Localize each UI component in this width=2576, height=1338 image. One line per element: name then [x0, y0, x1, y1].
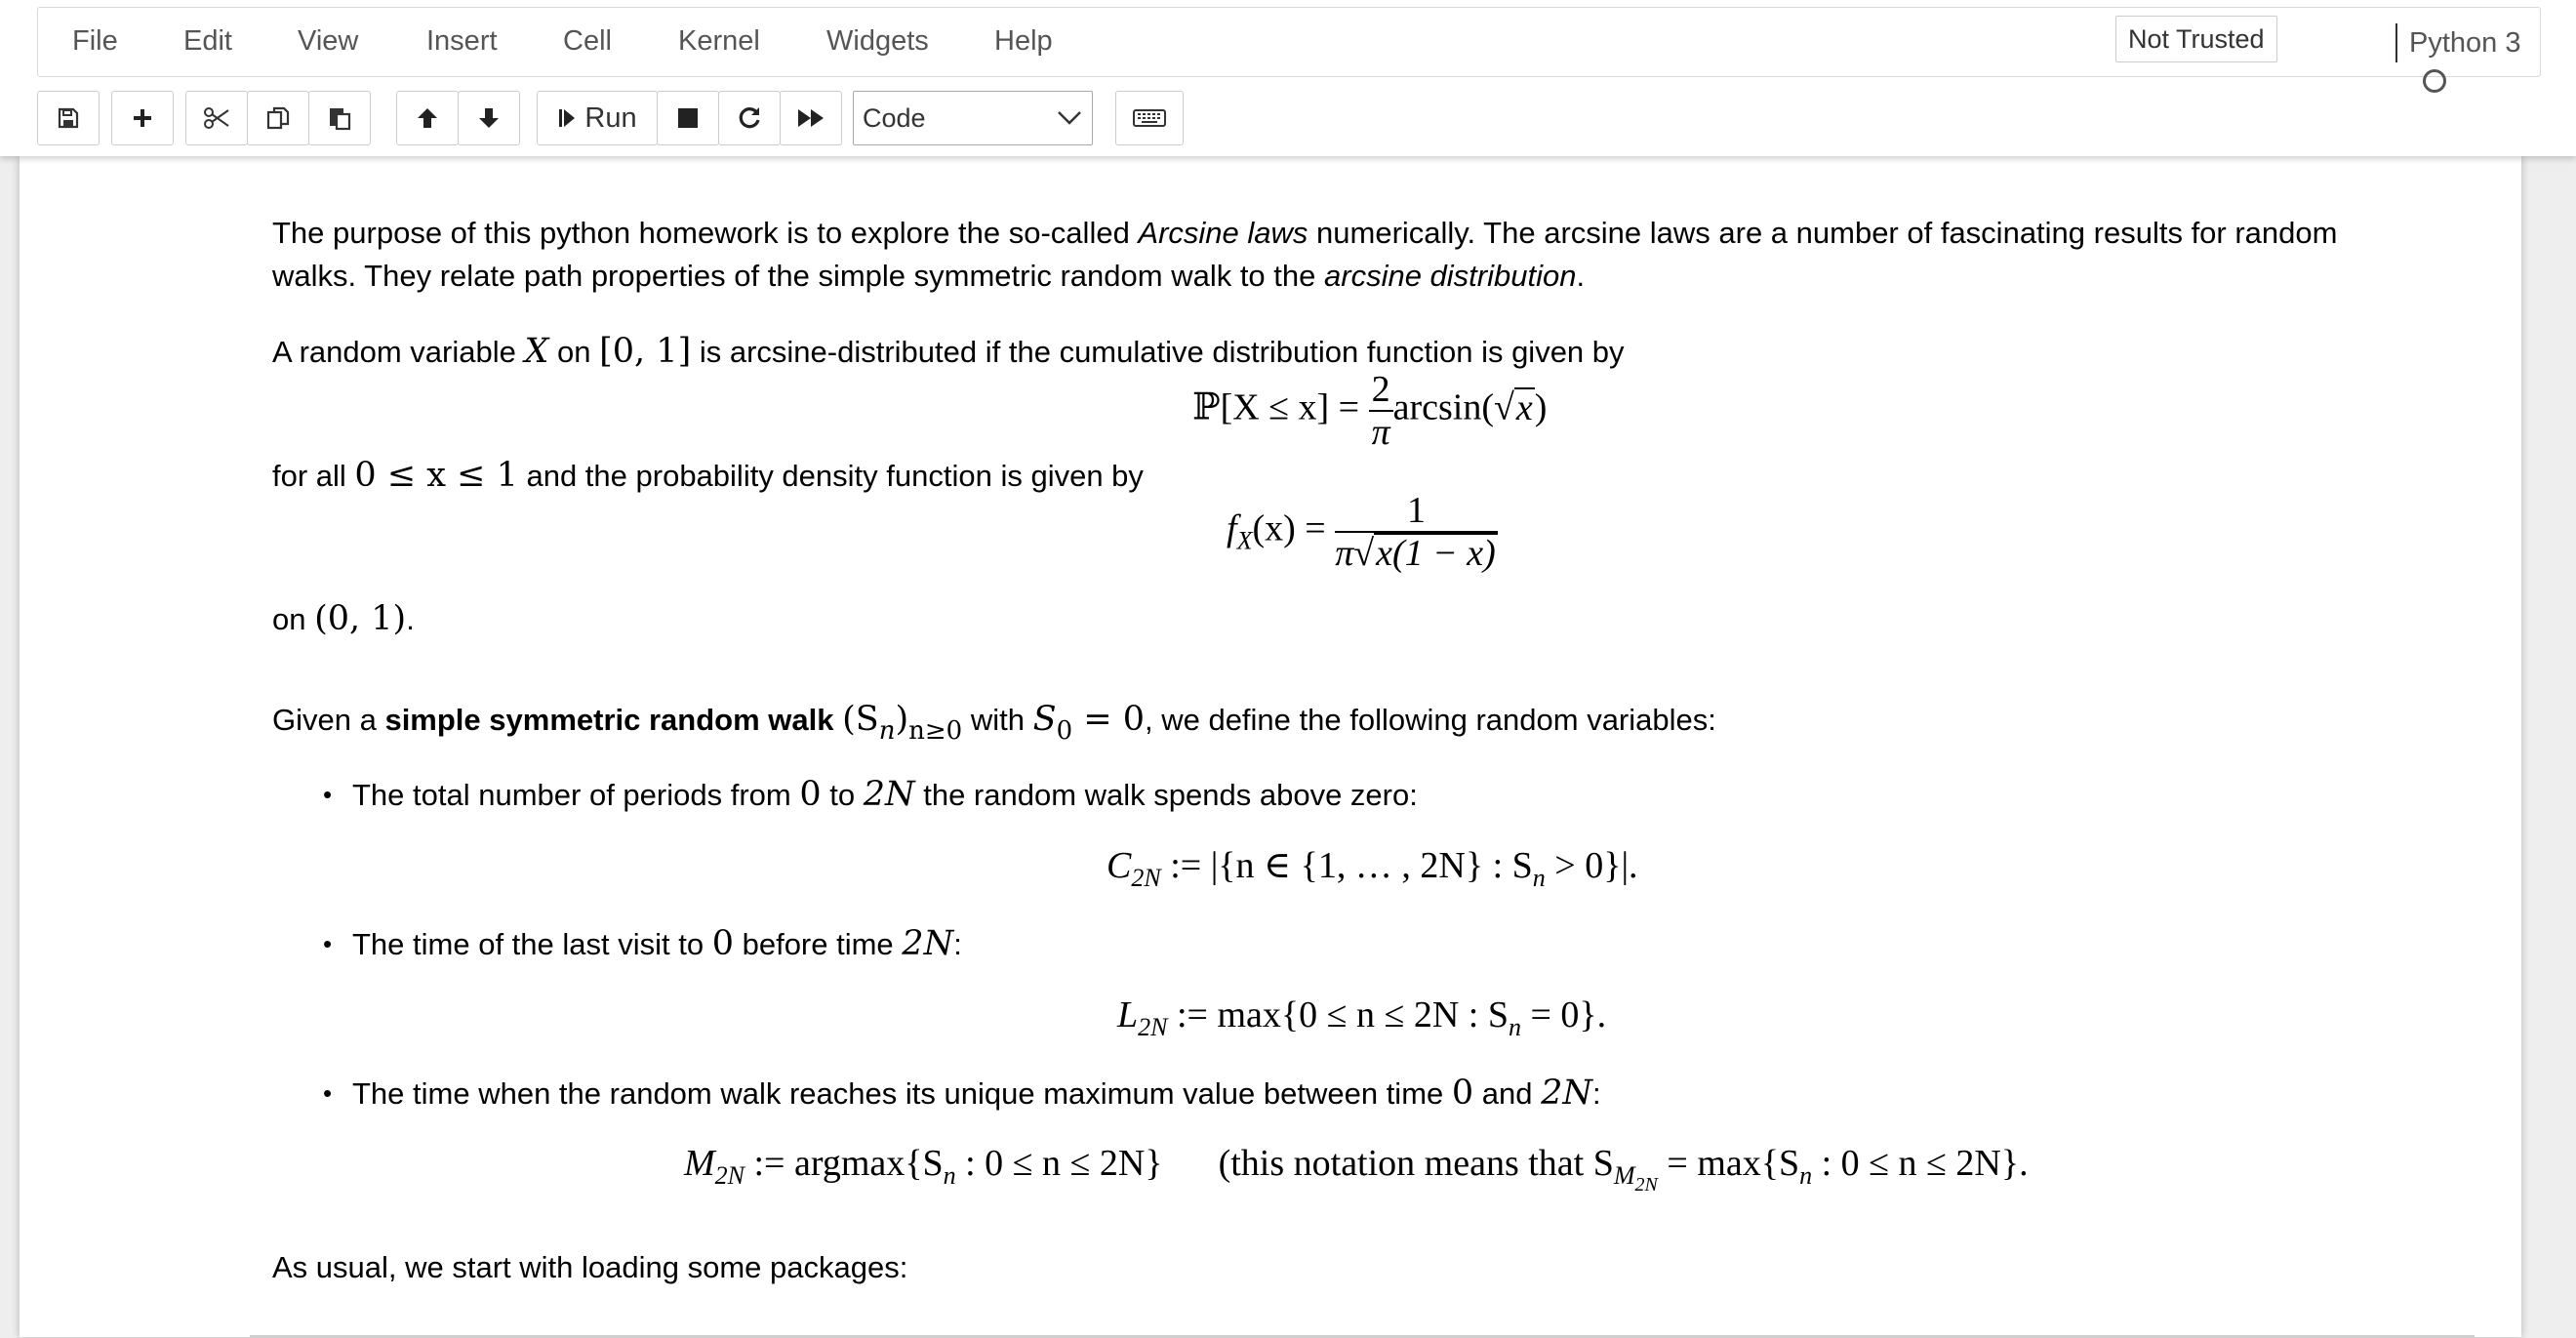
fast-forward-icon: [796, 106, 825, 130]
save-icon: [57, 106, 80, 130]
run-label: Run: [584, 101, 637, 134]
bullet-marker: •: [323, 780, 333, 809]
copy-icon: [265, 105, 291, 131]
equation-m2n: $M_{2N}$ := $argmax\{S_n$ : 0 ≤ n ≤ 2N} (this notation means that $S_{M_{2N}} = \max\{S_n$ : 0 ≤ n ≤ 2N}.: [684, 1143, 2029, 1196]
menu-file[interactable]: File: [72, 25, 118, 57]
cell-type-value: Code: [863, 103, 926, 133]
pdf-equation: $f_X(x)$ = $\frac{1}{\pi√x(1 - x)}$: [1227, 490, 1496, 574]
bullet-marker: •: [323, 1078, 333, 1108]
kernel-status: [2395, 23, 2540, 62]
insert-cell-button[interactable]: [111, 91, 174, 145]
cdf-equation: ℙ[X ≤ x] = $\frac{2}{\pi}$ arcsin(√x): [1192, 369, 1548, 453]
markdown-cell[interactable]: [272, 156, 2507, 1337]
move-up-button[interactable]: [396, 91, 459, 145]
move-down-button[interactable]: [458, 91, 520, 145]
outro-paragraph: As usual, we start with loading some packages:: [272, 1250, 908, 1284]
paste-icon: [327, 105, 352, 131]
copy-button[interactable]: [247, 91, 309, 145]
menu-kernel[interactable]: Kernel: [678, 25, 760, 57]
pdf-fraction: $\frac{1}{\pi√x(1 - x)}$: [1335, 490, 1496, 574]
arrow-down-icon: [476, 105, 502, 131]
stop-icon: [676, 106, 700, 130]
menu-help[interactable]: Help: [994, 25, 1053, 57]
scissors-icon: [203, 106, 230, 130]
bullet-maximum: The time when the random walk reaches its unique maximum value between time 0 and 2N:: [352, 1074, 1601, 1113]
cut-button[interactable]: [185, 91, 248, 145]
restart-kernel-button[interactable]: [718, 91, 781, 145]
notebook-container: [20, 156, 2521, 1337]
menu-view[interactable]: View: [298, 25, 359, 57]
kernel-idle-icon: [2423, 69, 2446, 93]
arrow-up-icon: [415, 105, 440, 131]
menu-insert[interactable]: Insert: [426, 25, 498, 57]
sqrt-sign: √: [1353, 533, 1375, 574]
equation-l2n: $L_{2N}$ := max{0 ≤ n ≤ 2N : $S_n = 0$}.: [1117, 994, 1607, 1041]
cell-type-select[interactable]: [853, 91, 1093, 145]
keyboard-icon: [1133, 108, 1166, 128]
run-button[interactable]: [537, 91, 658, 145]
menu-edit[interactable]: Edit: [183, 25, 232, 57]
support-paragraph: on (0, 1).: [272, 599, 415, 638]
save-button[interactable]: [37, 91, 100, 145]
chevron-down-icon: [1057, 109, 1082, 127]
paste-button[interactable]: [308, 91, 371, 145]
bullet-total-periods: The total number of periods from 0 to 2N the random walk spends above zero:: [352, 775, 1418, 814]
sqrt-sign: √: [1494, 386, 1514, 428]
menu-widgets[interactable]: Widgets: [826, 25, 929, 57]
kernel-name[interactable]: Python 3: [2409, 27, 2521, 59]
menu-cell[interactable]: Cell: [563, 25, 612, 57]
bullet-last-visit: The time of the last visit to 0 before time 2N:: [352, 924, 962, 963]
refresh-icon: [737, 105, 762, 131]
equation-c2n: $C_{2N}$ := |{n ∈ {1, … , 2N} : $S_n > 0\}|$.: [1107, 845, 1638, 892]
bullet-marker: •: [323, 929, 333, 958]
interrupt-kernel-button[interactable]: [657, 91, 719, 145]
step-forward-icon: [557, 106, 577, 130]
definition-paragraph: A random variable X on [0, 1] is arcsine-distributed if the cumulative distribution function is given by: [272, 332, 1625, 371]
cdf-fraction: $\frac{2}{\pi}$: [1369, 369, 1393, 453]
menubar: [37, 7, 2541, 77]
notebook-header: [0, 0, 2576, 156]
plus-icon: [131, 106, 154, 130]
random-walk-paragraph: Given a simple symmetric random walk $(S_n)_{n\ge 0}$ with $S_0 = 0$, we define the following random variables:: [272, 700, 1716, 746]
restart-run-all-button[interactable]: [780, 91, 842, 145]
forall-paragraph: for all 0 ≤ x ≤ 1 and the probability density function is given by: [272, 456, 1144, 495]
command-palette-button[interactable]: [1115, 91, 1184, 145]
not-trusted-indicator[interactable]: Not Trusted: [2115, 16, 2277, 62]
intro-paragraph: The purpose of this python homework is to explore the so-called Arcsine laws numerically. The arcsine laws are a number of fascinating results for random walks. They relate path properties of the simple symmetric random walk to the arcsine distribution.: [272, 216, 2338, 293]
